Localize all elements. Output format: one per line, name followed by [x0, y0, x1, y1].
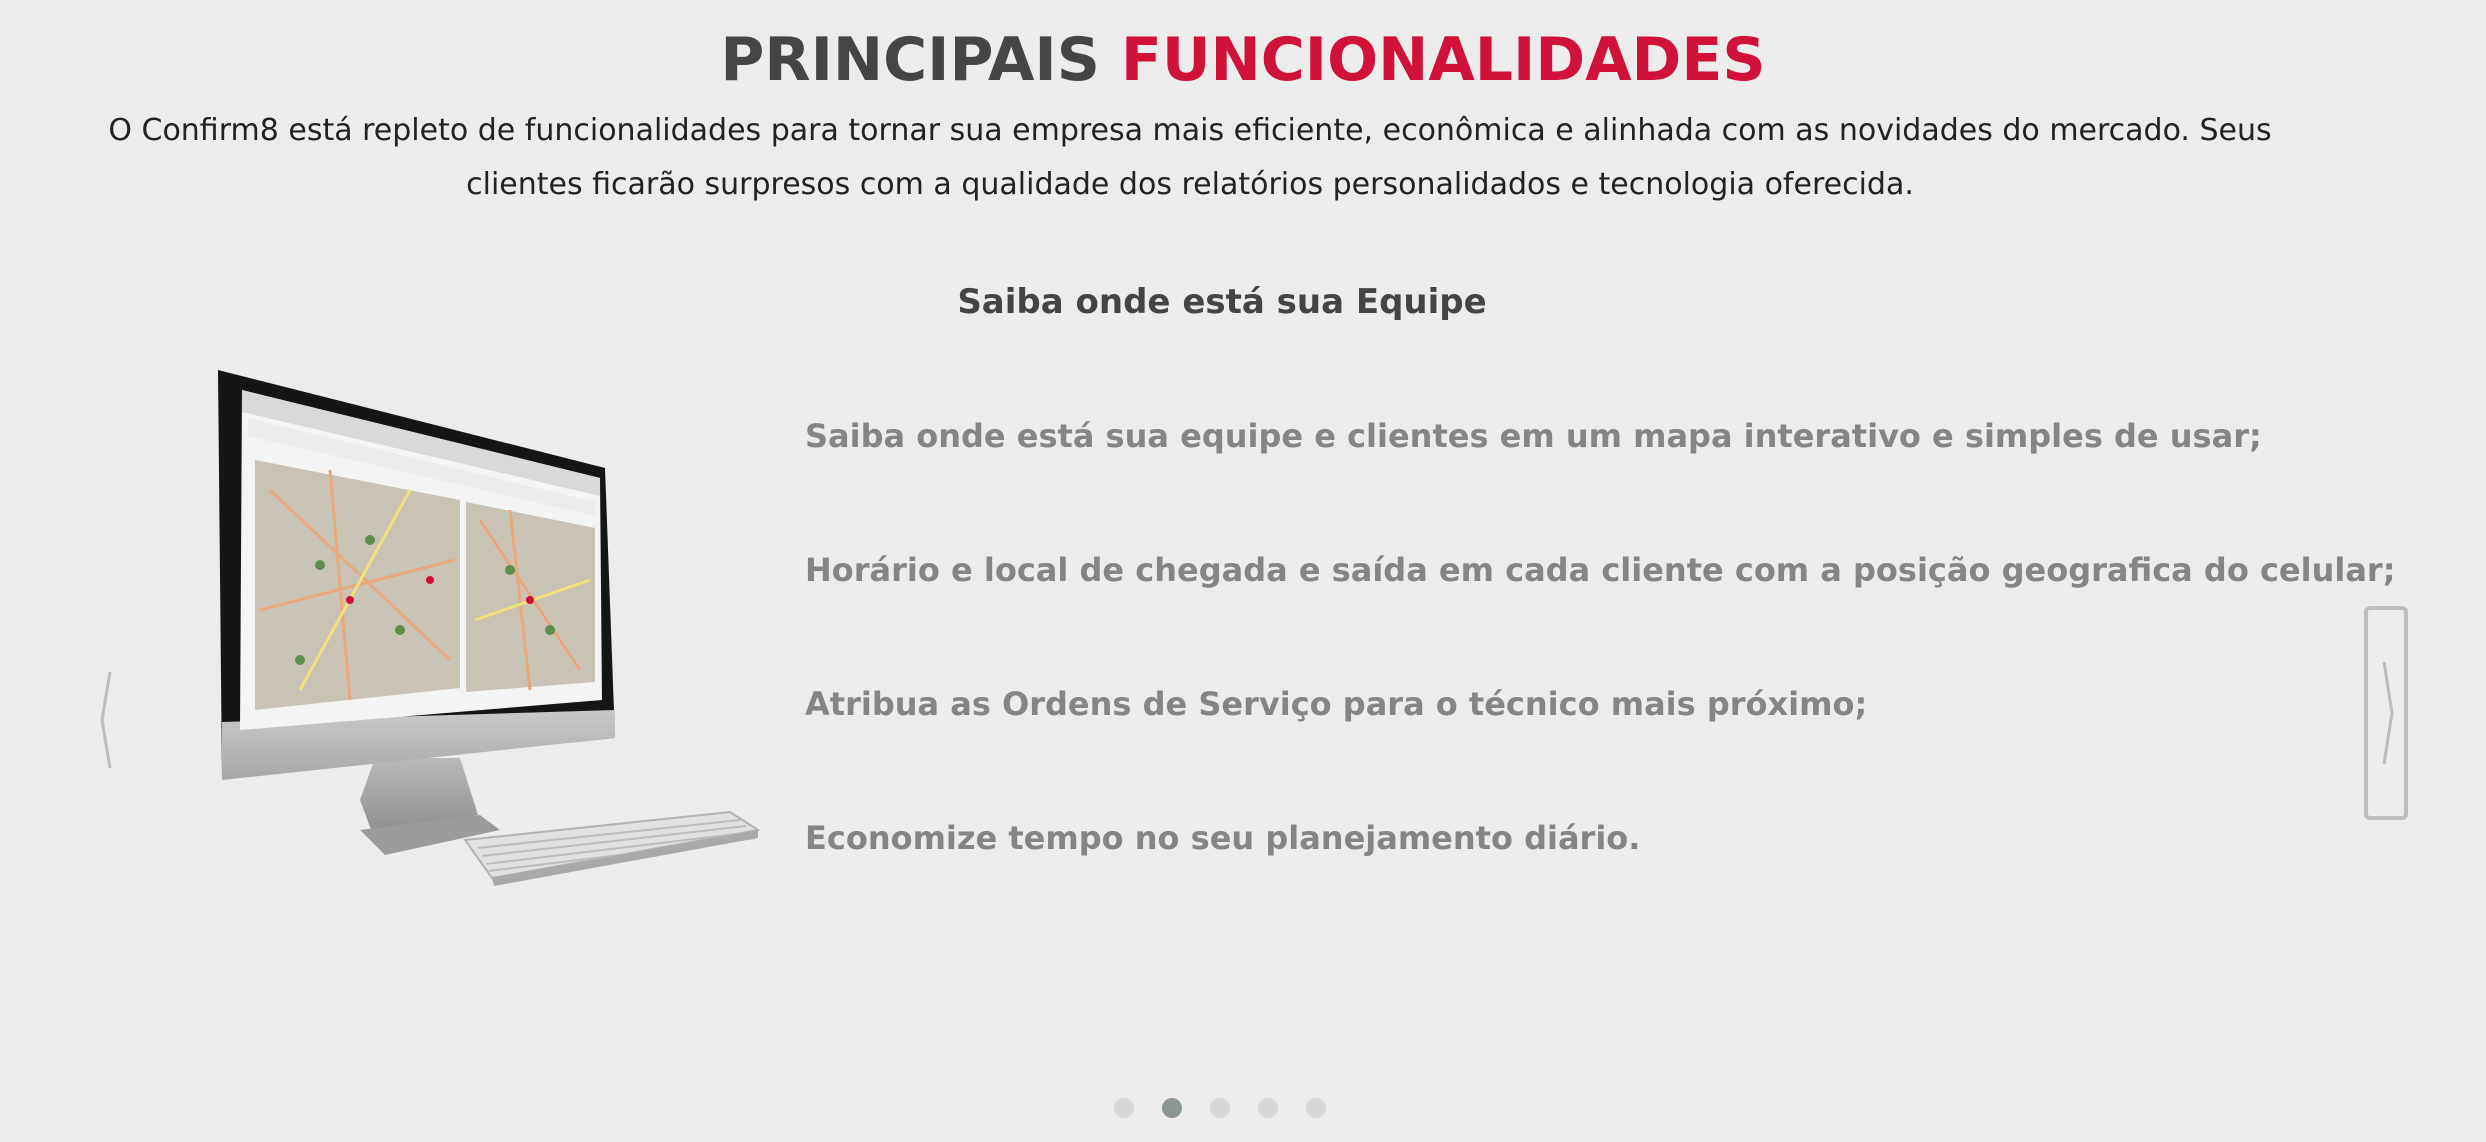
- carousel-dot-2[interactable]: [1162, 1098, 1182, 1118]
- section-intro: O Confirm8 está repleto de funcionalidades para tornar sua empresa mais eficiente, econômica e alinhada com as novidades do mercado. Seus clientes ficarão surpresos com a qualidade dos relatórios personalidados e tecnologia oferecida.: [108, 113, 2272, 202]
- carousel-prev-button[interactable]: [98, 670, 120, 770]
- feature-item: Saiba onde está sua equipe e clientes em um mapa interativo e simples de usar;: [805, 417, 2262, 455]
- carousel-pagination: [1114, 1098, 1326, 1118]
- title-part-main: PRINCIPAIS: [720, 25, 1100, 95]
- carousel-dot-4[interactable]: [1258, 1098, 1278, 1118]
- chevron-right-icon: [2368, 610, 2404, 816]
- feature-list: [805, 410, 2396, 946]
- carousel-dot-3[interactable]: [1210, 1098, 1230, 1118]
- chevron-left-icon: [98, 670, 120, 770]
- feature-item: Economize tempo no seu planejamento diário.: [805, 819, 1641, 857]
- title-part-accent: FUNCIONALIDADES: [1120, 25, 1766, 95]
- section-title: [0, 22, 2486, 98]
- carousel-next-button[interactable]: [2364, 606, 2408, 820]
- slide-heading: Saiba onde está sua Equipe: [957, 282, 1487, 322]
- computer-monitor-with-map-icon: [210, 360, 770, 920]
- carousel-dot-5[interactable]: [1306, 1098, 1326, 1118]
- feature-item: Horário e local de chegada e saída em cada cliente com a posição geografica do celular;: [805, 551, 2396, 589]
- feature-item: Atribua as Ordens de Serviço para o técnico mais próximo;: [805, 685, 1868, 723]
- carousel-dot-1[interactable]: [1114, 1098, 1134, 1118]
